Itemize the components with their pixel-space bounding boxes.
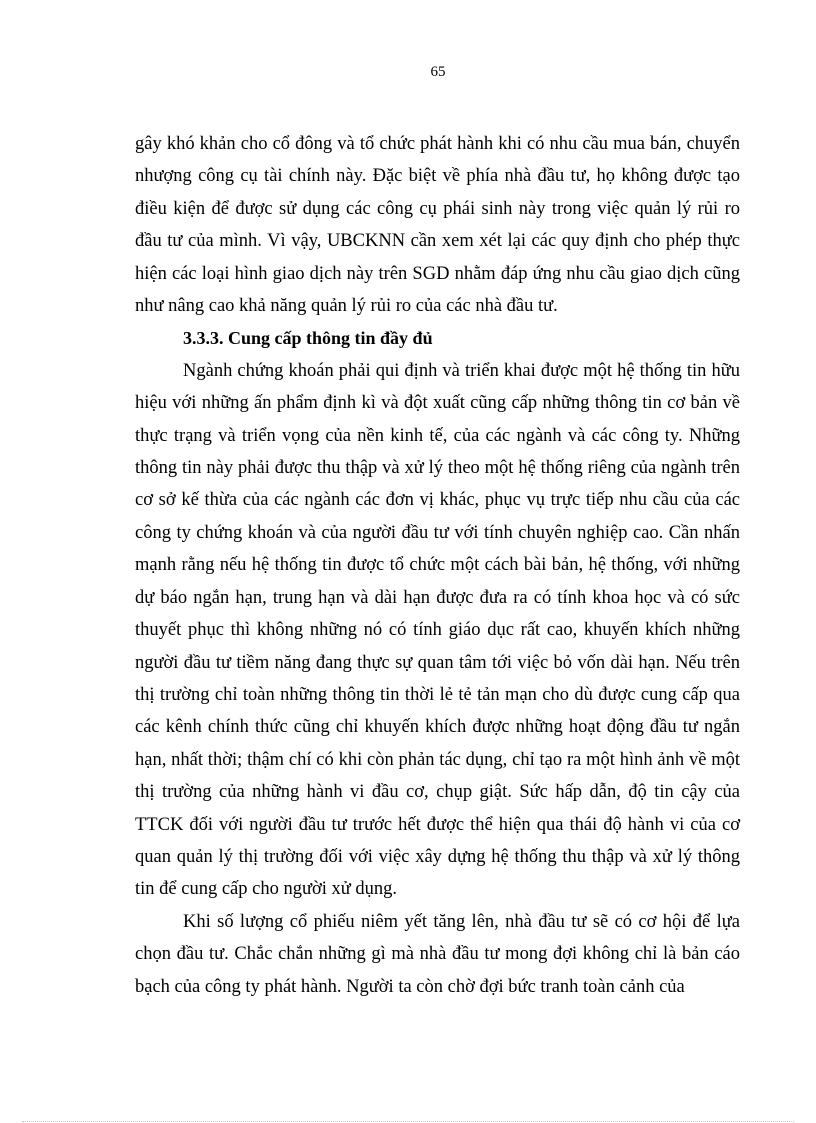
paragraph-1: gây khó khản cho cổ đông và tổ chức phát hành khi có nhu cầu mua bán, chuyển nhượng công cụ tài chính này. Đặc biệt về phía nhà đầu tư, họ không được tạo điều kiện để được sử dụng các công cụ phái sinh này trong việc quản lý rủi ro đầu tư của mình. Vì vậy, UBCKNN cần xem xét lại các quy định cho phép thực hiện các loại hình giao dịch này trên SGD nhằm đáp ứng nhu cầu giao dịch cũng như nâng cao khả năng quản lý rủi ro của các nhà đầu tư. bbox=[135, 134, 740, 317]
section-heading: 3.3.3. Cung cấp thông tin đầy đủ bbox=[183, 328, 433, 349]
page-number: 65 bbox=[430, 64, 446, 80]
paragraph-2: Ngành chứng khoán phải qui định và triển khai được một hệ thống tin hữu hiệu với những ấn phẩm định kì và đột xuất cũng cấp những thông tin cơ bản về thực trạng và triển vọng của nền kinh tế, của các ngành và các công ty. Những thông tin này phải được thu thập và xử lý theo một hệ thống riêng của ngành trên cơ sở kế thừa của các ngành các đơn vị khác, phục vụ trực tiếp nhu cầu của các công ty chứng khoán và của người đầu tư với tính chuyên nghiệp cao. Cần nhấn mạnh rằng nếu hệ thống tin được tổ chức một cách bài bản, hệ thống, với những dự báo ngắn hạn, trung hạn và dài hạn được đưa ra có tính khoa học và có sức thuyết phục thì không những nó có tính giáo dục rất cao, khuyến khích những người đầu tư tiềm năng đang thực sự quan tâm tới việc bỏ vốn dài hạn. Nếu trên thị trường chỉ toàn những thông tin thời lẻ tẻ tản mạn cho dù được cung cấp qua các kênh chính thức cũng chỉ khuyến khích được những hoạt động đầu tư ngắn hạn, nhất thời; thậm chí có khi còn phản tác dụng, chỉ tạo ra một hình ảnh về một thị trường của những hành vi đầu cơ, chụp giật. Sức hấp dẫn, độ tin cậy của TTCK đối với người đầu tư trước hết được thể hiện qua thái độ hành vi của cơ quan quản lý thị trường đối với việc xây dựng hệ thống thu thập và xử lý thông tin để cung cấp cho người xử dụng. bbox=[135, 360, 740, 900]
paragraph-3: Khi số lượng cổ phiếu niêm yết tăng lên, nhà đầu tư sẽ có cơ hội để lựa chọn đầu tư. Chắc chắn những gì mà nhà đầu tư mong đợi không chỉ là bản cáo bạch của công ty phát hành. Người ta còn chờ đợi bức tranh toàn cảnh của bbox=[135, 911, 740, 997]
document-body bbox=[135, 128, 740, 1003]
page-bottom-divider bbox=[22, 1121, 794, 1122]
